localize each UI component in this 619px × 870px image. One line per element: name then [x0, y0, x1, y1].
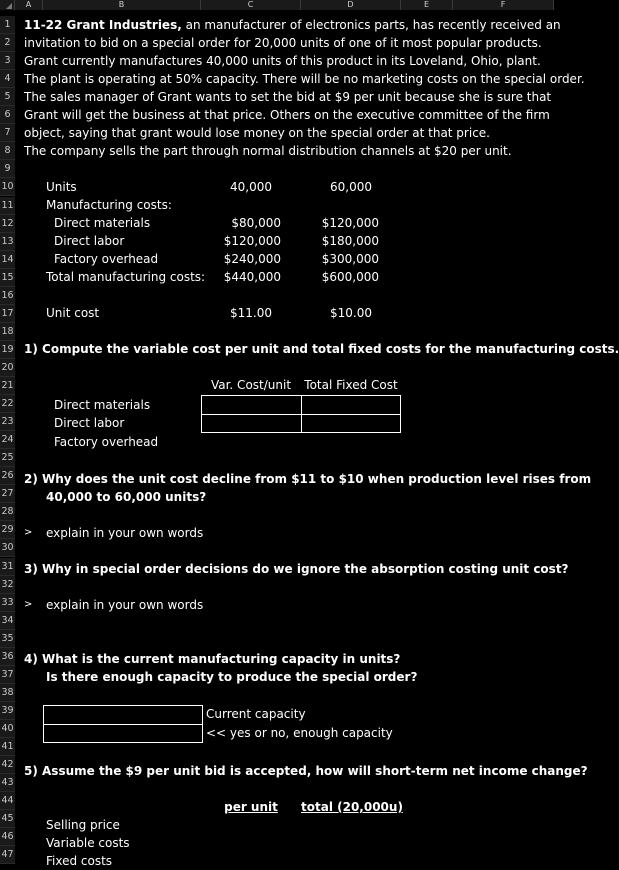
q3-answer-hint[interactable]: explain in your own words [46, 598, 204, 612]
unit-cost-60k: $10.00 [330, 306, 372, 320]
intro-line-4: The plant is operating at 50% capacity. There will be no marketing costs on the special order. [24, 72, 585, 86]
q2-answer-marker: > [24, 527, 33, 538]
direct-labor-40k: $120,000 [223, 234, 281, 248]
row-header[interactable]: 20 [0, 359, 15, 377]
intro-line-1-rest: an manufacturer of electronics parts, has recently received an [181, 18, 561, 32]
row-header[interactable]: 13 [0, 233, 15, 251]
intro-line-8: The company sells the part through normal distribution channels at $20 per unit. [24, 144, 512, 158]
var-cost-unit-header: Var. Cost/unit [210, 378, 292, 392]
total-manufacturing-costs-60k: $600,000 [321, 270, 379, 284]
row-header[interactable]: 40 [0, 720, 15, 738]
q1-direct-materials-label: Direct materials [54, 398, 151, 412]
manufacturing-costs-label: Manufacturing costs: [46, 198, 172, 212]
q1-factory-overhead-label: Factory overhead [54, 435, 159, 449]
current-capacity-input[interactable] [43, 705, 203, 725]
row-header[interactable]: 11 [0, 197, 15, 215]
row-header[interactable]: 1 [0, 16, 15, 34]
total-manufacturing-costs-40k: $440,000 [223, 270, 281, 284]
variable-costs-label: Variable costs [46, 836, 130, 850]
row-header[interactable]: 35 [0, 630, 15, 648]
units-60k: 60,000 [330, 180, 372, 194]
question-2-line-1: 2) Why does the unit cost decline from $11 to $10 when production level rises from [24, 472, 592, 486]
row-header[interactable]: 38 [0, 684, 15, 702]
select-all-corner[interactable] [0, 0, 15, 10]
selling-price-label: Selling price [46, 818, 120, 832]
row-header[interactable]: 15 [0, 269, 15, 287]
q1-dm-var-cost-input[interactable] [201, 395, 302, 415]
intro-line-2: invitation to bid on a special order for 20,000 units of one of it most popular products. [24, 36, 542, 50]
q1-dl-fixed-cost-input[interactable] [301, 414, 401, 433]
row-header[interactable]: 31 [0, 558, 15, 576]
row-header[interactable]: 19 [0, 341, 15, 359]
column-header-b[interactable]: B [43, 0, 201, 10]
row-header[interactable]: 44 [0, 792, 15, 810]
column-header-d[interactable]: D [301, 0, 401, 10]
row-header[interactable]: 27 [0, 485, 15, 503]
row-header[interactable]: 9 [0, 160, 15, 178]
row-header[interactable]: 32 [0, 576, 15, 594]
row-header[interactable]: 36 [0, 648, 15, 666]
row-header[interactable]: 7 [0, 124, 15, 142]
row-header[interactable]: 5 [0, 88, 15, 106]
row-header[interactable]: 46 [0, 828, 15, 846]
row-header[interactable]: 39 [0, 702, 15, 720]
q2-answer-hint[interactable]: explain in your own words [46, 526, 204, 540]
units-label: Units [46, 180, 77, 194]
question-2-line-2: 40,000 to 60,000 units? [46, 490, 207, 504]
intro-line-7: object, saying that grant would lose money on the special order at that price. [24, 126, 490, 140]
row-header[interactable]: 3 [0, 52, 15, 70]
row-header[interactable]: 2 [0, 34, 15, 52]
factory-overhead-60k: $300,000 [321, 252, 379, 266]
unit-cost-label: Unit cost [46, 306, 100, 320]
question-1: 1) Compute the variable cost per unit and total fixed costs for the manufacturing costs. [24, 342, 619, 356]
enough-capacity-input[interactable] [43, 724, 203, 743]
direct-materials-label: Direct materials [54, 216, 151, 230]
question-4-line-2: Is there enough capacity to produce the special order? [46, 670, 418, 684]
direct-materials-40k: $80,000 [231, 216, 281, 230]
row-header[interactable]: 43 [0, 774, 15, 792]
row-header[interactable]: 41 [0, 738, 15, 756]
row-header[interactable]: 28 [0, 503, 15, 521]
company-name: 11-22 Grant Industries, [24, 18, 182, 32]
question-5: 5) Assume the $9 per unit bid is accepted, how will short-term net income change? [24, 764, 588, 778]
row-header[interactable]: 30 [0, 539, 15, 557]
column-header-c[interactable]: C [201, 0, 301, 10]
row-header[interactable]: 37 [0, 666, 15, 684]
row-header[interactable]: 23 [0, 413, 15, 431]
row-header[interactable]: 42 [0, 756, 15, 774]
factory-overhead-40k: $240,000 [223, 252, 281, 266]
intro-line-1 [24, 16, 561, 34]
row-header[interactable]: 26 [0, 467, 15, 485]
row-header[interactable]: 22 [0, 395, 15, 413]
row-header[interactable]: 4 [0, 70, 15, 88]
total-fixed-cost-header: Total Fixed Cost [304, 378, 398, 392]
q1-dl-var-cost-input[interactable] [201, 414, 302, 433]
row-header[interactable]: 16 [0, 287, 15, 305]
row-header[interactable]: 24 [0, 431, 15, 449]
row-header[interactable]: 47 [0, 846, 15, 864]
row-header[interactable]: 8 [0, 142, 15, 160]
intro-line-3: Grant currently manufactures 40,000 units of this product in its Loveland, Ohio, plant. [24, 54, 541, 68]
row-header[interactable]: 25 [0, 449, 15, 467]
row-header[interactable]: 17 [0, 305, 15, 323]
direct-labor-label: Direct labor [54, 234, 125, 248]
row-header[interactable]: 34 [0, 612, 15, 630]
intro-line-6: Grant will get the business at that price. Others on the executive committee of the firm [24, 108, 550, 122]
column-header-e[interactable]: E [401, 0, 453, 10]
enough-capacity-label: << yes or no, enough capacity [206, 726, 393, 740]
column-header-f[interactable]: F [453, 0, 554, 10]
question-4-line-1: 4) What is the current manufacturing capacity in units? [24, 652, 401, 666]
current-capacity-label: Current capacity [206, 707, 306, 721]
total-20000u-header: total (20,000u) [301, 800, 403, 814]
row-header[interactable]: 33 [0, 594, 15, 612]
intro-line-5: The sales manager of Grant wants to set the bid at $9 per unit because she is sure that [24, 90, 552, 104]
unit-cost-40k: $11.00 [230, 306, 272, 320]
q1-dm-fixed-cost-input[interactable] [301, 395, 401, 415]
row-header[interactable]: 12 [0, 215, 15, 233]
direct-materials-60k: $120,000 [321, 216, 379, 230]
question-3: 3) Why in special order decisions do we ignore the absorption costing unit cost? [24, 562, 569, 576]
row-header[interactable]: 29 [0, 521, 15, 539]
units-40k: 40,000 [230, 180, 272, 194]
fixed-costs-label: Fixed costs [46, 854, 113, 868]
column-header-a[interactable]: A [15, 0, 43, 10]
factory-overhead-label: Factory overhead [54, 252, 159, 266]
row-header[interactable]: 6 [0, 106, 15, 124]
row-header[interactable]: 45 [0, 810, 15, 828]
direct-labor-60k: $180,000 [321, 234, 379, 248]
row-header[interactable]: 14 [0, 251, 15, 269]
total-manufacturing-costs-label: Total manufacturing costs: [46, 270, 206, 284]
row-header[interactable]: 21 [0, 377, 15, 395]
q1-direct-labor-label: Direct labor [54, 416, 125, 430]
row-header[interactable]: 10 [0, 178, 15, 196]
row-header[interactable]: 18 [0, 323, 15, 341]
per-unit-header: per unit [224, 800, 278, 814]
q3-answer-marker: > [24, 599, 33, 610]
